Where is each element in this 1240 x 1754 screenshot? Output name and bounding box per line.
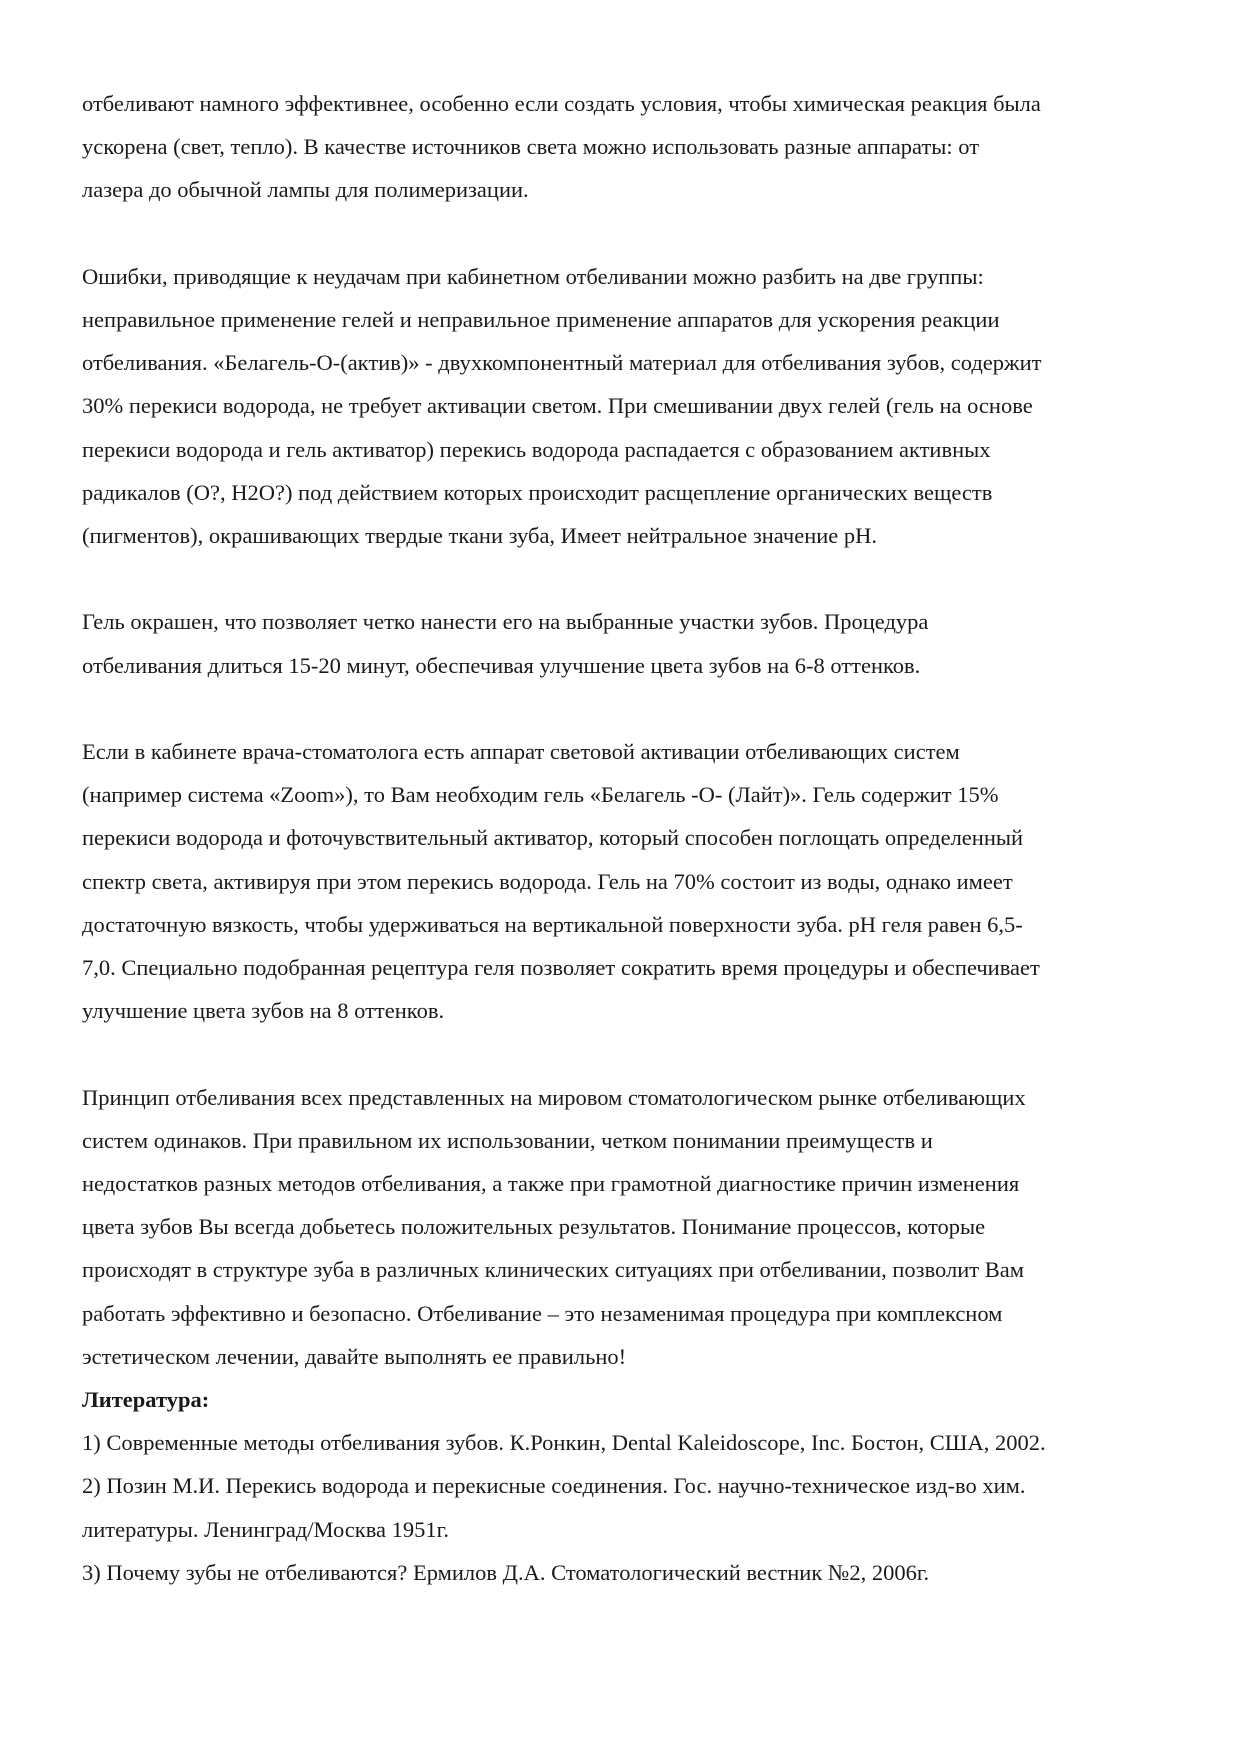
literature-heading: Литература: <box>82 1387 210 1413</box>
literature-section <box>82 1378 1172 1594</box>
document-page <box>82 82 1172 1594</box>
literature-item: 1) Современные методы отбеливания зубов. К.Ронкин, Dental Kaleidoscope, Inc. Бостон, США, 2002. <box>82 1430 1046 1456</box>
literature-item: 3) Почему зубы не отбеливаются? Ермилов Д.А. Стоматологический вестник №2, 2006г. <box>82 1559 930 1585</box>
paragraph-light-activation: Если в кабинете врача-стоматолога есть аппарат световой активации отбеливающих систем (например система «Zoom»), то Вам необходим гель «Белагель -О- (Лайт)». Гель содержит 15% перекиси водорода и фоточувствительный активатор, который способен поглощать определенный спектр света, активируя при этом перекись водорода. Гель на 70% состоит из воды, однако имеет достаточную вязкость, чтобы удерживаться на вертикальной поверхности зуба. рН геля равен 6,5- 7,0. Специально подобранная рецептура геля позволяет сократить время процедуры и обеспечивает улучшение цвета зубов на 8 оттенков. <box>82 739 1040 1024</box>
paragraph-whitening-acceleration: отбеливают намного эффективнее, особенно если создать условия, чтобы химическая реакция была ускорена (свет, тепло). В качестве источников света можно использовать разные аппараты: от лазера до обычной лампы для полимеризации. <box>82 91 1041 203</box>
literature-item: 2) Позин М.И. Перекись водорода и перекисные соединения. Гос. научно-техническое изд-во хим. литературы. Ленинград/Москва 1951г. <box>82 1473 1026 1542</box>
paragraph-whitening-principle: Принцип отбеливания всех представленных на мировом стоматологическом рынке отбеливающих систем одинаков. При правильном их использовании, четком понимании преимуществ и недостатков разных методов отбеливания, а также при грамотной диагностике причин изменения цвета зубов Вы всегда добьетесь положительных результатов. Понимание процессов, которые происходят в структуре зуба в различных клинических ситуациях при отбеливании, позволит Вам работать эффективно и безопасно. Отбеливание – это незаменимая процедура при комплексном эстетическом лечении, давайте выполнять ее правильно! <box>82 1084 1026 1369</box>
paragraph-office-whitening-errors: Ошибки, приводящие к неудачам при кабинетном отбеливании можно разбить на две группы: неправильное применение гелей и неправильное применение аппаратов для ускорения реакции отбеливания. «Белагель-О-(актив)» - двухкомпонентный материал для отбеливания зубов, содержит 30% перекиси водорода, не требует активации светом. При смешивании двух гелей (гель на основе перекиси водорода и гель активатор) перекись водорода распадается с образованием активных радикалов (О?, Н2О?) под действием которых происходит расщепление органических веществ (пигментов), окрашивающих твердые ткани зуба, Имеет нейтральное значение рН. <box>82 263 1042 549</box>
paragraph-gel-coloring: Гель окрашен, что позволяет четко нанести его на выбранные участки зубов. Процедура отбеливания длиться 15-20 минут, обеспечивая улучшение цвета зубов на 6-8 оттенков. <box>82 609 929 678</box>
